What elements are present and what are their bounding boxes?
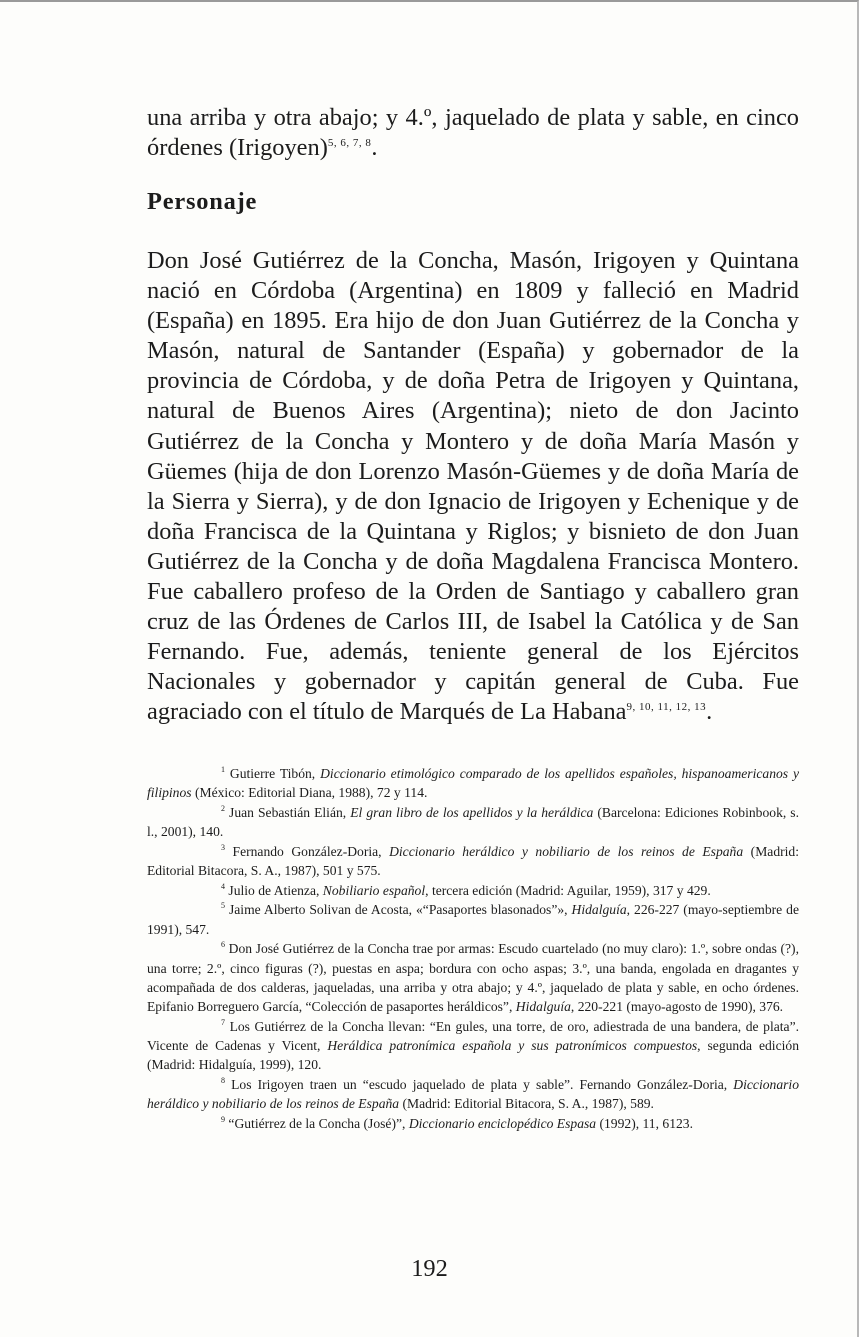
footnote-text: Los Irigoyen traen un “escudo jaquelado de plata y sable”. Fernando González-Doria, bbox=[231, 1076, 734, 1092]
footnote-text: (1992), 11, 6123. bbox=[596, 1115, 693, 1131]
body-paragraph-main bbox=[147, 246, 799, 728]
footnote-text: (Madrid: Editorial Bitacora, S. A., 1987), 501 y 575. bbox=[147, 843, 799, 879]
paragraph-end: . bbox=[371, 134, 378, 162]
footnote-text: , tercera edición (Madrid: Aguilar, 1959), 317 y 429. bbox=[425, 882, 711, 898]
footnote-number: 1 bbox=[221, 765, 225, 774]
footnote-number: 7 bbox=[221, 1017, 225, 1027]
footnote-reference[interactable]: 5, 6, 7, 8 bbox=[327, 137, 372, 150]
footnotes bbox=[147, 764, 799, 1133]
footnote bbox=[147, 1075, 799, 1113]
footnote bbox=[147, 842, 799, 880]
footnote-text: , 226-227 (mayo-septiembre de 1991), 547. bbox=[147, 902, 799, 937]
footnote-text: Fernando González-Doria, bbox=[232, 843, 390, 859]
footnote bbox=[147, 881, 799, 900]
footnote-title: Diccionario etimológico comparado de los apellidos españoles, hispanoamericanos y filipinos bbox=[147, 766, 799, 801]
footnote-title: El gran libro de los apellidos y la heráldica bbox=[350, 804, 594, 820]
footnote-text: “Gutiérrez de la Concha (José)”, bbox=[228, 1115, 409, 1131]
footnote bbox=[147, 803, 799, 841]
footnote-reference[interactable]: 9, 10, 11, 12, 13 bbox=[626, 701, 707, 714]
footnote-text: (México: Editorial Diana, 1988), 72 y 114. bbox=[191, 785, 428, 801]
footnote-title: Hidalguía bbox=[571, 902, 627, 918]
footnote-text: Julio de Atienza, bbox=[228, 882, 323, 898]
footnote-text: , 220-221 (mayo-agosto de 1990), 376. bbox=[570, 998, 784, 1014]
footnote-title: Nobiliario español bbox=[322, 882, 426, 898]
footnote bbox=[147, 900, 799, 938]
footnote-text: (Barcelona: Ediciones Robinbook, s. l., 2001), 140. bbox=[147, 804, 799, 840]
footnote-number: 3 bbox=[221, 842, 225, 852]
paragraph-end: . bbox=[706, 698, 713, 726]
footnote-number: 6 bbox=[221, 940, 225, 950]
paragraph-text: Don José Gutiérrez de la Concha, Masón, Irigoyen y Quintana nació en Córdoba (Argentina) en 1809 y falleció en Madrid (España) en 1895. Era hijo de don Juan Gutiérrez de la Concha y Masón, natural de Santander (España) y gobernador de la provincia de Córdoba, y de doña Petra de Irigoyen y Quintana, natural de Buenos Aires (Argentina); nieto de don Jacinto Gutiérrez de la Concha y Montero y de doña María Masón y Güemes (hija de don Lorenzo Masón-Güemes y de doña María de la Sierra y Sierra), y de don Ignacio de Irigoyen y Echenique y de doña Francisca de la Quintana y Riglos; y bisnieto de don Juan Gutiérrez de la Concha y de doña Magdalena Francisca Montero. Fue caballero profeso de la Orden de Santiago y caballero gran cruz de las Órdenes de Carlos III, de Isabel la Católica y de San Fernando. Fue, además, teniente general de los Ejércitos Nacionales y gobernador y capitán general de Cuba. Fue agraciado con el título de Marqués de La Habana bbox=[147, 247, 799, 726]
footnote-text: Juan Sebastián Elián, bbox=[229, 804, 351, 820]
page-number: 192 bbox=[411, 1255, 448, 1282]
footnote-number: 5 bbox=[221, 901, 225, 911]
footnote-text: Gutierre Tibón, bbox=[229, 766, 321, 781]
footnote-number: 8 bbox=[221, 1075, 225, 1085]
footnote bbox=[147, 939, 799, 1016]
footnote-text: , segunda edición (Madrid: Hidalguía, 1999), 120. bbox=[147, 1037, 799, 1073]
footnote bbox=[147, 1114, 799, 1133]
footnote-text: Don José Gutiérrez de la Concha trae por armas: Escudo cuartelado (no muy claro): 1.º, sobre ondas (?), una torre; 2.º, cinco figuras (?), puestas en aspa; bordura con ocho aspas; 3.º, una banda, engolada en dragantes y acompañada de dos calderas, jaqueladas, una arriba y otra abajo; y 4.º, jaquelado de plata y sable, en ocho órdenes. Epifanio Borreguero García, “Colección de pasaportes heráldicos”, bbox=[147, 941, 799, 1014]
footnote bbox=[147, 1017, 799, 1075]
footnote-title: Hidalguía bbox=[515, 998, 571, 1014]
footnote bbox=[147, 764, 799, 802]
footnote-text: Los Gutiérrez de la Concha llevan: “En gules, una torre, de oro, adiestrada de una bandera, de plata”. Vicente de Cadenas y Vicent, bbox=[147, 1018, 799, 1053]
footnote-title: Heráldica patronímica española y sus patronímicos compuestos bbox=[327, 1037, 698, 1053]
body-paragraph-top bbox=[147, 103, 799, 163]
footnote-text: (Madrid: Editorial Bitacora, S. A., 1987), 589. bbox=[399, 1095, 654, 1111]
footnote-title: Diccionario heráldico y nobiliario de los reinos de España bbox=[147, 1076, 799, 1111]
footnote-text: Jaime Alberto Solivan de Acosta, «“Pasaportes blasonados”», bbox=[228, 902, 572, 918]
footnote-number: 2 bbox=[221, 803, 225, 813]
section-heading: Personaje bbox=[147, 188, 258, 215]
footnote-title: Diccionario heráldico y nobiliario de los reinos de España bbox=[389, 843, 744, 859]
footnote-number: 4 bbox=[221, 881, 225, 891]
footnote-title: Diccionario enciclopédico Espasa bbox=[408, 1115, 597, 1131]
footnote-number: 9 bbox=[221, 1114, 225, 1124]
paragraph-text: una arriba y otra abajo; y 4.º, jaquelado de plata y sable, en cinco órdenes (Irigoyen) bbox=[147, 104, 799, 162]
